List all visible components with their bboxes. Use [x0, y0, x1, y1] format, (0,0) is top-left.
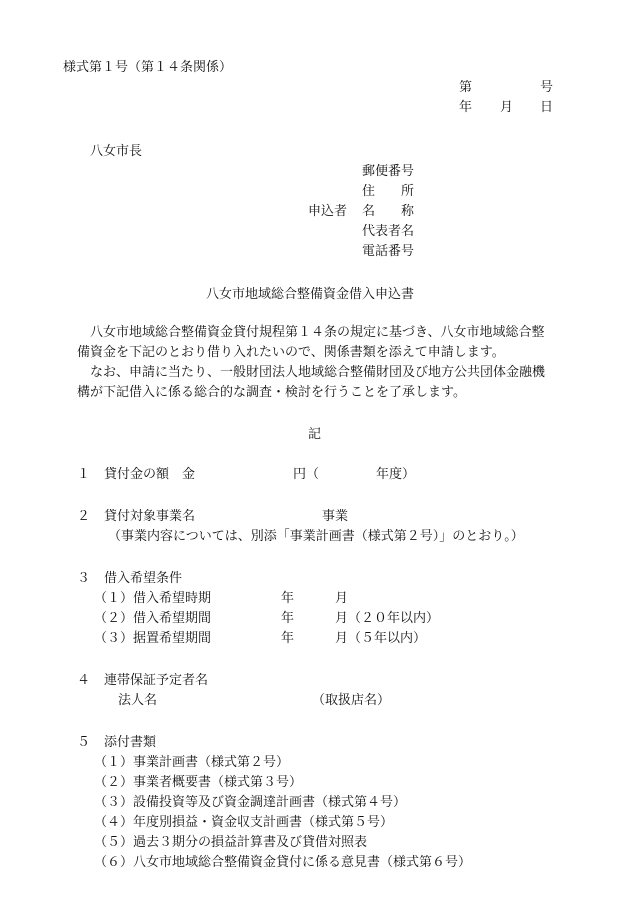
document-title: 八女市地域総合整備資金借入申込書 — [206, 287, 415, 302]
item1-yen: 円（ — [293, 467, 320, 482]
item3-row2-tsuki: 月（２０年以内） — [335, 611, 440, 626]
body-p2-line1: なお、申請に当たり、一般財団法人地域総合整備財団及び地方公共団体金融機 — [90, 365, 546, 380]
item3-row3-label: （３）据置希望期間 — [94, 631, 212, 646]
date-month: 月 — [500, 100, 514, 115]
item2-jigyo: 事業 — [322, 509, 349, 524]
doc-number-dai: 第 — [459, 80, 473, 95]
item5-doc2: （２）事業者概要書（様式第３号） — [94, 775, 303, 790]
item3-row3-nen: 年 — [281, 631, 295, 646]
body-p2-line2: 構が下記借入に係る総合的な調査・検討を行うことを了承します。 — [77, 385, 466, 400]
item2-label: 貸付対象事業名 — [104, 509, 196, 524]
date-day: 日 — [540, 100, 554, 115]
item1-number: １ — [77, 467, 91, 482]
item5-label: 添付書類 — [104, 735, 157, 750]
item3-row2-label: （２）借入希望期間 — [94, 611, 212, 626]
item4-number: ４ — [77, 673, 91, 688]
doc-number-go: 号 — [540, 80, 554, 95]
item1-label: 貸付金の額 金 — [104, 467, 196, 482]
item3-label: 借入希望条件 — [104, 571, 183, 586]
item3-row1-label: （１）借入希望時期 — [94, 591, 212, 606]
item4-hojin: 法人名 — [118, 693, 158, 708]
body-p1-line1: 八女市地域総合整備資金貸付規程第１４条の規定に基づき、八女市地域総合整 — [90, 325, 545, 340]
item1-nendo: 年度） — [376, 467, 416, 482]
item3-row3-tsuki: 月（５年以内） — [335, 631, 427, 646]
item3-number: ３ — [77, 571, 91, 586]
item2-number: ２ — [77, 509, 91, 524]
applicant-phone: 電話番号 — [362, 244, 415, 259]
ki-heading: 記 — [308, 427, 322, 442]
item3-row1-tsuki: 月 — [335, 591, 349, 606]
applicant-postal: 郵便番号 — [362, 164, 415, 179]
item2-note: （事業内容については、別添「事業計画書（様式第２号）」のとおり。） — [108, 529, 524, 544]
item4-label: 連帯保証予定者名 — [104, 673, 209, 688]
body-p1-line2: 備資金を下記のとおり借り入れたいので、関係書類を添えて申請します。 — [77, 345, 505, 360]
item5-doc4: （４）年度別損益・資金収支計画書（様式第５号） — [94, 815, 394, 830]
item3-row1-nen: 年 — [281, 591, 295, 606]
item5-number: ５ — [77, 735, 91, 750]
item5-doc1: （１）事業計画書（様式第２号） — [94, 755, 290, 770]
form-number: 様式第１号（第１４条関係） — [63, 60, 233, 75]
addressee: 八女市長 — [90, 144, 143, 159]
applicant-label: 申込者 — [308, 204, 348, 219]
item5-doc3: （３）設備投資等及び資金調達計画書（様式第４号） — [94, 795, 407, 810]
item5-doc5: （５）過去３期分の損益計算書及び貸借対照表 — [94, 835, 368, 850]
applicant-address: 住 所 — [362, 184, 415, 199]
applicant-representative: 代表者名 — [362, 224, 415, 239]
item5-doc6: （６）八女市地域総合整備資金貸付に係る意見書（様式第６号） — [94, 855, 472, 870]
item4-branch: （取扱店名） — [312, 693, 391, 708]
applicant-name: 名 称 — [362, 204, 415, 219]
date-year: 年 — [459, 100, 473, 115]
item3-row2-nen: 年 — [281, 611, 295, 626]
